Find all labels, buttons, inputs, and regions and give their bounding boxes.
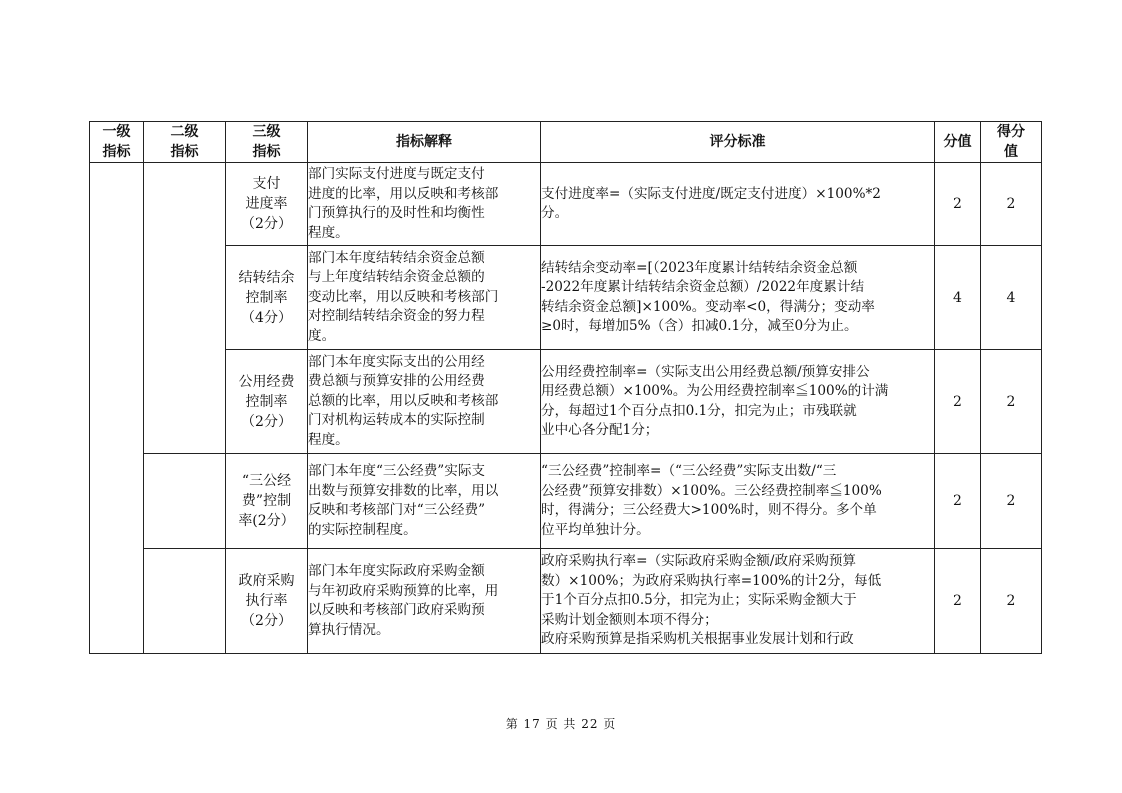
evaluation-table	[89, 121, 1042, 654]
table-row	[90, 163, 1042, 246]
got-score-value: 4	[981, 246, 1042, 350]
got-score-value: 2	[981, 163, 1042, 246]
header-explanation: 指标解释	[308, 122, 541, 163]
header-level2: 二级 指标	[144, 122, 226, 163]
header-got-score: 得分 值	[981, 122, 1042, 163]
table-row	[90, 454, 1042, 549]
got-score-value: 2	[981, 549, 1042, 654]
indicator-name: 结转结余 控制率 （4分）	[226, 246, 308, 350]
scoring-criteria: 公用经费控制率=（实际支出公用经费总额/预算安排公 用经费总额）×100%。为公用经费控制率≦100%的计满 分，每超过1个百分点扣0.1分，扣完为止；市残联就 业中心各分配1分；	[541, 350, 935, 454]
scoring-criteria: 结转结余变动率=[（2023年度累计结转结余资金总额 -2022年度累计结转结余资金总额）/2022年度累计结 转结余资金总额]×100%。变动率<0，得满分；变动率 ≥0时，每增加5%（含）扣减0.1分，减至0分为止。	[541, 246, 935, 350]
score-value: 2	[935, 454, 981, 549]
indicator-explanation: 部门实际支付进度与既定支付 进度的比率，用以反映和考核部 门预算执行的及时性和均衡性 程度。	[308, 163, 541, 246]
page-number: 第 17 页 共 22 页	[505, 717, 617, 731]
indicator-name: 政府采购 执行率 （2分）	[226, 549, 308, 654]
score-value: 2	[935, 350, 981, 454]
scoring-criteria: 支付进度率=（实际支付进度/既定支付进度）×100%*2 分。	[541, 163, 935, 246]
scoring-criteria: “三公经费”控制率=（“三公经费”实际支出数/“三 公经费”预算安排数）×100%。三公经费控制率≦100% 时，得满分；三公经费大>100%时，则不得分。多个单 位平均单独计分。	[541, 454, 935, 549]
level2-cell	[144, 549, 226, 654]
header-score: 分值	[935, 122, 981, 163]
table-row	[90, 350, 1042, 454]
indicator-explanation: 部门本年度实际支出的公用经 费总额与预算安排的公用经费 总额的比率，用以反映和考核部 门对机构运转成本的实际控制 程度。	[308, 350, 541, 454]
level1-cell	[90, 163, 144, 654]
indicator-name: “三公经 费”控制 率(2分）	[226, 454, 308, 549]
got-score-value: 2	[981, 454, 1042, 549]
indicator-explanation: 部门本年度结转结余资金总额 与上年度结转结余资金总额的 变动比率，用以反映和考核部门 对控制结转结余资金的努力程 度。	[308, 246, 541, 350]
table-row	[90, 549, 1042, 654]
score-value: 2	[935, 549, 981, 654]
header-row	[90, 122, 1042, 163]
header-level1: 一级 指标	[90, 122, 144, 163]
header-level3: 三级 指标	[226, 122, 308, 163]
scoring-criteria: 政府采购执行率=（实际政府采购金额/政府采购预算 数）×100%；为政府采购执行率=100%的计2分，每低 于1个百分点扣0.5分，扣完为止；实际采购金额大于 采购计划金额则本项不得分； 政府采购预算是指采购机关根据事业发展计划和行政	[541, 549, 935, 654]
score-value: 2	[935, 163, 981, 246]
level2-cell	[144, 454, 226, 549]
score-value: 4	[935, 246, 981, 350]
indicator-name: 公用经费 控制率 （2分）	[226, 350, 308, 454]
indicator-explanation: 部门本年度实际政府采购金额 与年初政府采购预算的比率，用 以反映和考核部门政府采购预 算执行情况。	[308, 549, 541, 654]
header-criteria: 评分标准	[541, 122, 935, 163]
table-row	[90, 246, 1042, 350]
level2-cell	[144, 163, 226, 454]
got-score-value: 2	[981, 350, 1042, 454]
indicator-name: 支付 进度率 （2分）	[226, 163, 308, 246]
indicator-explanation: 部门本年度“三公经费”实际支 出数与预算安排数的比率，用以 反映和考核部门对“三公经费” 的实际控制程度。	[308, 454, 541, 549]
